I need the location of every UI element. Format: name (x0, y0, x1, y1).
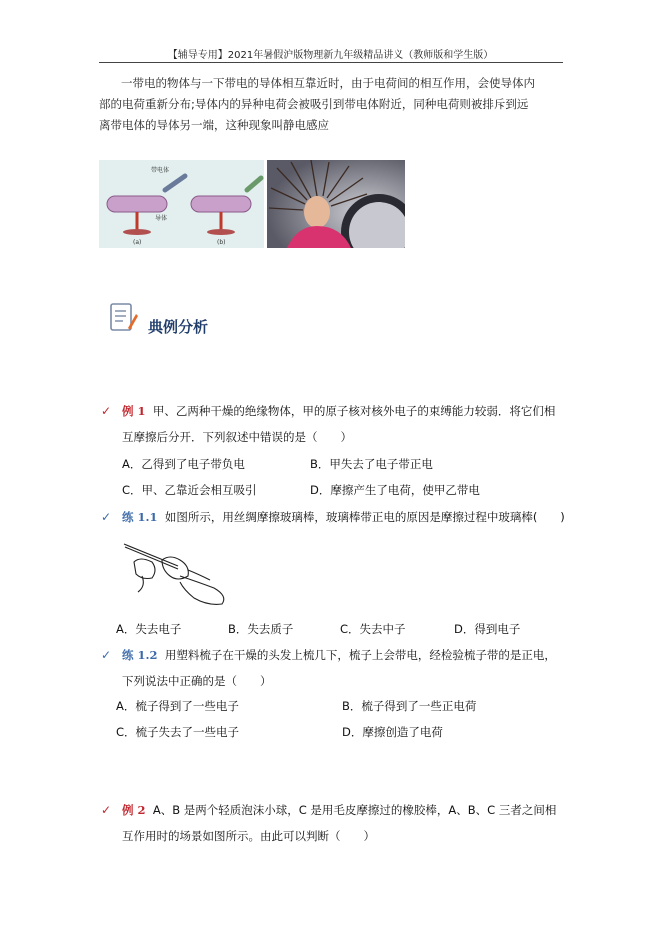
label-b: (b) (217, 239, 226, 246)
pr12-option-a[interactable]: A．梳子得到了一些电子 (116, 699, 239, 713)
ex1-option-d[interactable]: D．摩擦产生了电荷，使甲乙带电 (310, 483, 480, 497)
induction-diagram-svg (99, 160, 264, 248)
pr12-option-d[interactable]: D．摩擦创造了电荷 (342, 725, 443, 739)
label-conductor: 导体 (155, 215, 168, 222)
ex1-option-c[interactable]: C．甲、乙靠近会相互吸引 (122, 483, 257, 497)
pr11-question (122, 507, 572, 527)
induction-diagram (99, 160, 264, 248)
pr11-tick-icon: ✓ (101, 510, 112, 524)
pr12-label: 练 1.2 (122, 648, 158, 662)
ex1-option-b[interactable]: B．甲失去了电子带正电 (310, 457, 433, 471)
note-icon (108, 302, 140, 334)
ex2-tick-icon: ✓ (101, 803, 112, 817)
static-hair-photo-svg (267, 160, 405, 248)
intro-line-3: 离带电体的导体另一端，这种现象叫静电感应 (99, 118, 329, 132)
static-hair-photo (267, 160, 405, 248)
pr12-option-b[interactable]: B．梳子得到了一些正电荷 (342, 699, 477, 713)
ex1-line-1: 甲、乙两种干燥的绝缘物体，甲的原子核对核外电子的束缚能力较弱．将它们相 (152, 404, 556, 418)
section-title: 典例分析 (148, 318, 209, 336)
intro-line-1: 一带电的物体与一下带电的导体相互靠近时，由于电荷间的相互作用，会使导体内 (121, 76, 535, 90)
pr11-option-d[interactable]: D．得到电子 (454, 622, 521, 636)
pr11-text: 如图所示，用丝绸摩擦玻璃棒，玻璃棒带正电的原因是摩擦过程中玻璃棒( ) (164, 510, 565, 524)
ex1-question (122, 401, 567, 421)
pr11-option-c[interactable]: C．失去中子 (340, 622, 406, 636)
pr12-option-c[interactable]: C．梳子失去了一些电子 (116, 725, 240, 739)
ex2-line-1: A、B 是两个轻质泡沫小球，C 是用毛皮摩擦过的橡胶棒，A、B、C 三者之间相 (152, 803, 557, 817)
pr12-question (122, 645, 572, 665)
pr11-label: 练 1.1 (122, 510, 158, 524)
ex1-option-a[interactable]: A．乙得到了电子带负电 (122, 457, 245, 471)
intro-line-2: 部的电荷重新分布;导体内的异种电荷会被吸引到带电体附近，同种电荷则被排斥到远 (99, 97, 529, 111)
label-a: (a) (133, 239, 142, 246)
rubbing-rod-figure (118, 536, 230, 608)
pr12-line-2: 下列说法中正确的是（ ） (122, 674, 272, 688)
header-rule (99, 62, 563, 63)
pr11-option-b[interactable]: B．失去质子 (228, 622, 294, 636)
page-header: 【辅导专用】2021年暑假沪版物理新九年级精品讲义（教师版和学生版） (167, 50, 494, 61)
ex1-label: 例 1 (122, 404, 146, 418)
ex2-question (122, 800, 572, 820)
intro-paragraph (99, 73, 563, 136)
pr12-tick-icon: ✓ (101, 648, 112, 662)
ex1-tick-icon: ✓ (101, 404, 112, 418)
ex1-line-2: 互摩擦后分开．下列叙述中错误的是（ ） (122, 430, 352, 444)
label-charged-body: 带电体 (151, 167, 170, 174)
ex2-label: 例 2 (122, 803, 146, 817)
ex2-line-2: 互作用时的场景如图所示。由此可以判断（ ） (122, 829, 375, 843)
pr11-option-a[interactable]: A．失去电子 (116, 622, 182, 636)
pr12-line-1: 用塑料梳子在干燥的头发上梳几下，梳子上会带电，经检验梳子带的是正电， (164, 648, 556, 662)
